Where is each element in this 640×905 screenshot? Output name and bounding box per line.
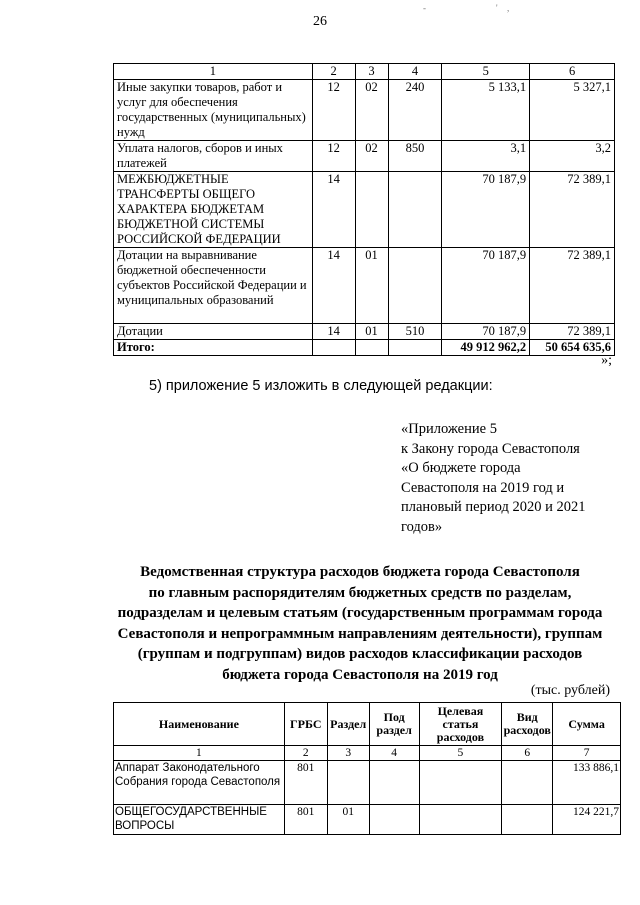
cell-sum: 133 886,1	[553, 761, 621, 805]
column-number: 6	[530, 64, 615, 80]
heading-line: бюджета города Севастополя на 2019 год	[222, 666, 498, 683]
cell-sum: 124 221,7	[553, 805, 621, 835]
column-number: 6	[502, 746, 553, 761]
row-name: ОБЩЕГОСУДАРСТВЕННЫЕ ВОПРОСЫ	[114, 805, 285, 835]
column-number: 4	[369, 746, 419, 761]
appendix-line: к Закону города Севастополя	[401, 440, 580, 457]
cell-sum-2020: 3,1	[442, 141, 530, 172]
column-number: 5	[442, 64, 530, 80]
cell-razdel: 01	[355, 324, 388, 340]
cell-vid: 850	[388, 141, 442, 172]
row-name: Аппарат Законодательного Собрания города Севастополя	[114, 761, 285, 805]
table-total-row	[114, 340, 615, 356]
cell-sum-2020: 70 187,9	[442, 248, 530, 324]
table-header-row	[114, 703, 621, 746]
cell-grbs: 12	[312, 141, 355, 172]
row-name: Иные закупки товаров, работ и услуг для обеспечения государственных (муниципальных) нужд	[114, 80, 313, 141]
table-row	[114, 248, 615, 324]
scan-mark: -	[423, 3, 426, 13]
cell-razdel	[355, 172, 388, 248]
table-row	[114, 761, 621, 805]
total-label: Итого:	[114, 340, 313, 356]
cell-vid	[388, 172, 442, 248]
table-row	[114, 141, 615, 172]
column-number: 3	[327, 746, 369, 761]
cell-sum-2021: 3,2	[530, 141, 615, 172]
scan-mark: '	[496, 3, 498, 13]
table-row	[114, 324, 615, 340]
cell-razdel	[327, 761, 369, 805]
cell-sum-2020: 70 187,9	[442, 172, 530, 248]
cell-grbs: 801	[284, 805, 327, 835]
appendix-line: годов»	[401, 518, 443, 535]
column-header: Раздел	[327, 703, 369, 746]
column-number: 1	[114, 746, 285, 761]
cell-vid: 240	[388, 80, 442, 141]
amendment-item-5: 5) приложение 5 изложить в следующей редакции:	[149, 378, 493, 394]
cell-razdel: 02	[355, 141, 388, 172]
heading-line: Ведомственная структура расходов бюджета города Севастополя	[140, 564, 580, 580]
cell-podrazdel	[369, 805, 419, 835]
column-number: 1	[114, 64, 313, 80]
table-row	[114, 805, 621, 835]
cell-target-article	[419, 805, 502, 835]
column-header: ГРБС	[284, 703, 327, 746]
cell-podrazdel	[369, 761, 419, 805]
column-number: 2	[284, 746, 327, 761]
page-number: 26	[313, 14, 327, 29]
budget-table-continued	[113, 63, 615, 356]
departmental-structure-table	[113, 702, 621, 835]
column-number: 4	[388, 64, 442, 80]
appendix-line: Севастополя на 2019 год и	[401, 479, 565, 496]
appendix-line: плановый период 2020 и 2021	[401, 499, 586, 515]
cell-sum-2021: 72 389,1	[530, 248, 615, 324]
column-header: Сумма	[553, 703, 621, 746]
heading-line: по главным распорядителям бюджетных средств по разделам,	[148, 584, 572, 601]
appendix-reference	[401, 420, 621, 537]
table-row	[114, 80, 615, 141]
row-name: МЕЖБЮДЖЕТНЫЕ ТРАНСФЕРТЫ ОБЩЕГО ХАРАКТЕРА БЮДЖЕТАМ БЮДЖЕТНОЙ СИСТЕМЫ РОССИЙСКОЙ ФЕДЕРАЦИИ	[114, 172, 313, 248]
column-header: Целевая статья расходов	[419, 703, 502, 746]
table-header-row	[114, 64, 615, 80]
cell-expense-type	[502, 761, 553, 805]
cell-grbs: 14	[312, 248, 355, 324]
closing-quote: »;	[601, 353, 612, 368]
heading-line: Севастополя и непрограммным направлениям деятельности), группам	[117, 625, 603, 642]
cell-razdel: 01	[327, 805, 369, 835]
heading-line: подразделам и целевым статьям (государственным программам города	[117, 605, 603, 621]
column-header: Вид расходов	[502, 703, 553, 746]
cell-razdel: 02	[355, 80, 388, 141]
units-label: (тыс. рублей)	[530, 683, 610, 698]
column-number: 7	[553, 746, 621, 761]
total-sum-2020: 49 912 962,2	[442, 340, 530, 356]
column-number: 2	[312, 64, 355, 80]
row-name: Уплата налогов, сборов и иных платежей	[114, 141, 313, 172]
section-heading	[100, 562, 620, 685]
empty-cell	[355, 340, 388, 356]
cell-sum-2020: 70 187,9	[442, 324, 530, 340]
cell-grbs: 801	[284, 761, 327, 805]
cell-razdel: 01	[355, 248, 388, 324]
cell-grbs: 14	[312, 172, 355, 248]
cell-sum-2021: 72 389,1	[530, 172, 615, 248]
total-sum-2021: 50 654 635,6	[530, 340, 615, 356]
cell-vid: 510	[388, 324, 442, 340]
cell-sum-2020: 5 133,1	[442, 80, 530, 141]
scan-mark: ,	[507, 3, 510, 13]
cell-sum-2021: 5 327,1	[530, 80, 615, 141]
cell-target-article	[419, 761, 502, 805]
cell-grbs: 12	[312, 80, 355, 141]
cell-grbs: 14	[312, 324, 355, 340]
cell-sum-2021: 72 389,1	[530, 324, 615, 340]
empty-cell	[312, 340, 355, 356]
row-name: Дотации	[114, 324, 313, 340]
empty-cell	[388, 340, 442, 356]
column-header: Наименование	[114, 703, 285, 746]
column-number: 3	[355, 64, 388, 80]
table-row	[114, 172, 615, 248]
appendix-line: «Приложение 5	[401, 421, 497, 437]
cell-expense-type	[502, 805, 553, 835]
appendix-line: «О бюджете города	[401, 460, 521, 476]
column-number: 5	[419, 746, 502, 761]
cell-vid	[388, 248, 442, 324]
row-name: Дотации на выравнивание бюджетной обеспеченности субъектов Российской Федерации и муниципальных образований	[114, 248, 313, 324]
column-number-row	[114, 746, 621, 761]
heading-line: (группам и подгруппам) видов расходов классификации расходов	[137, 646, 583, 662]
column-header: Под раздел	[369, 703, 419, 746]
